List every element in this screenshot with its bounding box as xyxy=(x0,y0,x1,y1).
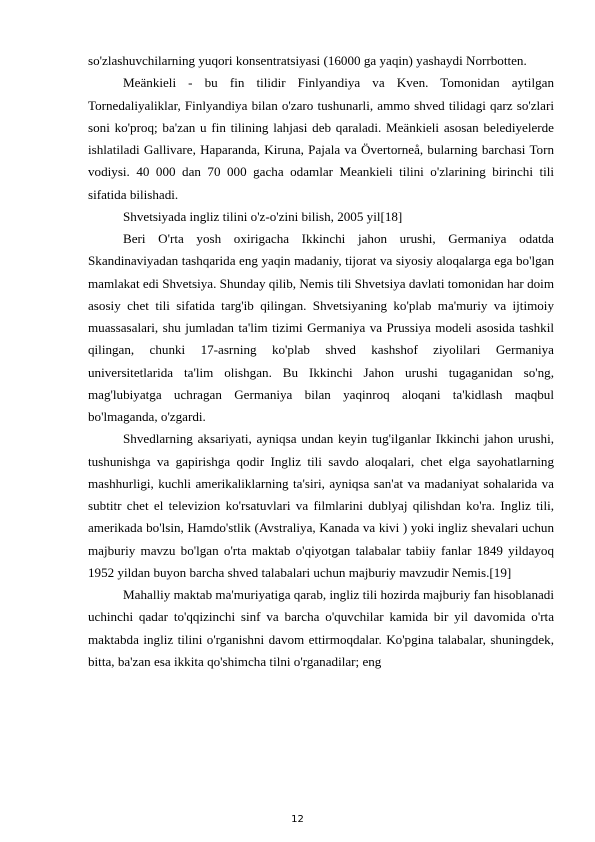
paragraph-3: Shvetsiyada ingliz tilini o'z-o'zini bilish, 2005 yil[18] xyxy=(123,208,403,224)
paragraph-1: so'zlashuvchilarning yuqori konsentratsiyasi (16000 ga yaqin) yashaydi Norrbotten. xyxy=(88,53,527,68)
page-number: 12 xyxy=(291,814,304,825)
paragraph-2: Meänkieli - bu fin tilidir Finlyandiya va Kven. Tomonidan aytilgan Tornedaliyaliklar, Finlyandiya bilan o'zaro tushunarli, ammo shved tilidagi qarz so'zlari soni ko'proq; ba'zan u fin tilining lahjasi deb qaraladi. Meänkieli asosan belediyelerde ishlatiladi Gallivare, Haparanda, Kiruna, Pajala va Övertorneå, bularning barchasi Torn vodiysi. 40 000 dan 70 000 gacha odamlar Meankieli tilini o'zlarining birinchi tili sifatida bilishadi. xyxy=(88,75,554,202)
document-body xyxy=(88,50,554,673)
paragraph-4: Beri O'rta yosh oxirigacha Ikkinchi jahon urushi, Germaniya odatda Skandinaviyadan tashqarida eng yaqin madaniy, tijorat va siyosiy aloqalarga ega bo'lgan mamlakat edi Shvetsiya. Shunday qilib, Nemis tili Shvetsiya davlati tomonidan har doim asosiy chet tili sifatida targ'ib qilingan. Shvetsiyaning ko'plab ma'muriy va ijtimoiy muassasalari, shu jumladan ta'lim tizimi Germaniya va Prussiya modeli asosida tashkil qilingan, chunki 17-asrning ko'plab shved kashshof ziyolilari Germaniya universitetlarida ta'lim olishgan. Bu Ikkinchi Jahon urushi tugaganidan so'ng, mag'lubiyatga uchragan Germaniya bilan yaqinroq aloqani ta'kidlash maqbul bo'lmaganda, o'zgardi. xyxy=(88,231,554,424)
paragraph-5: Shvedlarning aksariyati, ayniqsa undan keyin tug'ilganlar Ikkinchi jahon urushi, tushunishga va gapirishga qodir Ingliz tili savdo aloqalari, chet elga sayohatlarning mashhurligi, kuchli amerikaliklarning ta'siri, ayniqsa san'at va madaniyat sohalarida va subtitr chet el televizion ko'rsatuvlari va filmlarini dublyaj qilishdan ko'ra. Ingliz tili, amerikada bo'lsin, Hamdo'stlik (Avstraliya, Kanada va kivi ) yoki ingliz shevalari uchun majburiy mavzu bo'lgan o'rta maktab o'qiyotgan talabalar tabiiy fanlar 1849 yildayoq 1952 yildan buyon barcha shved talabalari uchun majburiy mavzudir Nemis.[19] xyxy=(88,431,554,580)
paragraph-6: Mahalliy maktab ma'muriyatiga qarab, ingliz tili hozirda majburiy fan hisoblanadi uchinchi qadar to'qqizinchi sinf va barcha o'quvchilar kamida bir yil davomida o'rta maktabda ingliz tilini o'rganishni davom ettirmoqdalar. Ko'pgina talabalar, shuningdek, bitta, ba'zan esa ikkita qo'shimcha tilni o'rganadilar; eng xyxy=(88,587,554,669)
